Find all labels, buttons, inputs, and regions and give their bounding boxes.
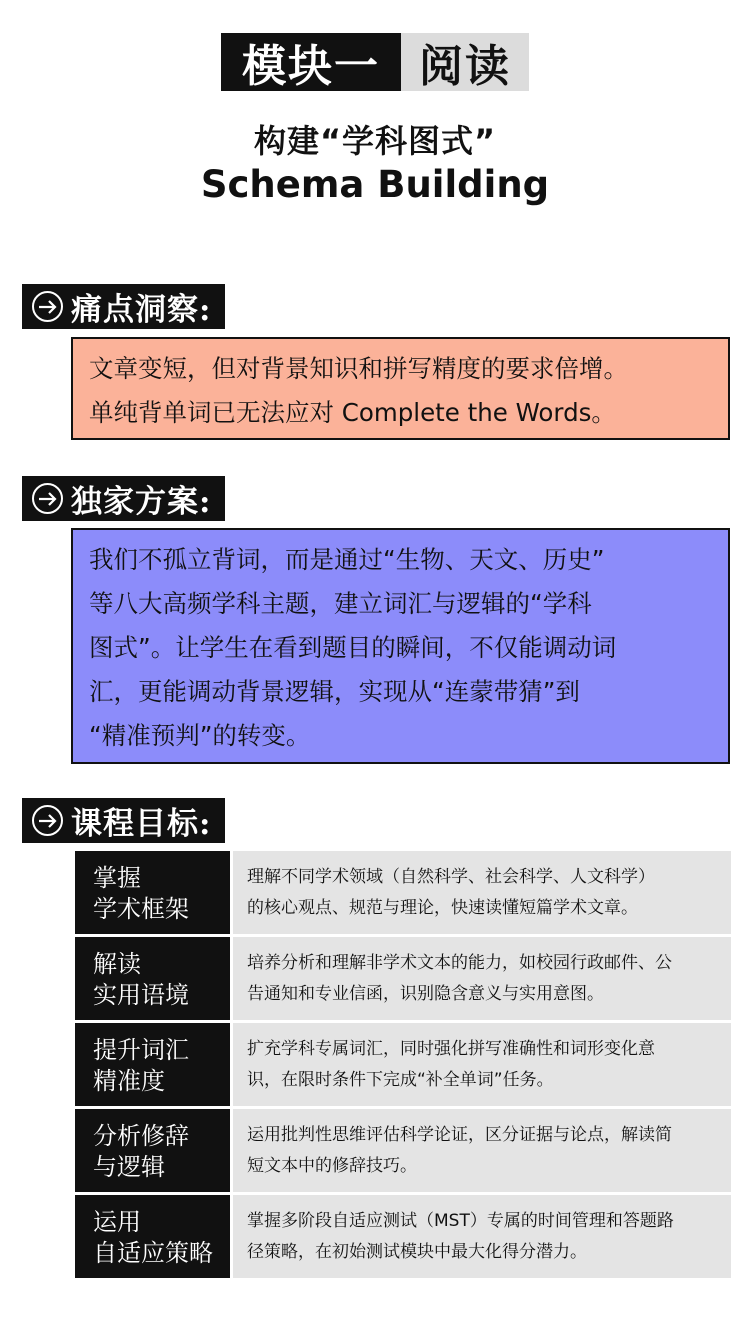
goal-key-line: 分析修辞 (93, 1122, 189, 1150)
goal-text-line: 培养分析和理解非学术文本的能力，如校园行政邮件、公 (247, 953, 672, 973)
solution-box (71, 528, 730, 764)
module-number: 模块一 (221, 33, 401, 91)
arrow-right-circle-icon (32, 291, 63, 322)
goal-row (75, 1195, 731, 1278)
goal-row (75, 1023, 731, 1106)
goal-row (75, 937, 731, 1020)
goal-key (75, 1109, 230, 1192)
goal-key (75, 1023, 230, 1106)
goals-table (75, 851, 731, 1281)
subtitle-chinese: 构建“学科图式” (253, 122, 497, 160)
pain-point-box (71, 337, 730, 440)
goal-text-line: 扩充学科专属词汇，同时强化拼写准确性和词形变化意 (247, 1039, 655, 1059)
arrow-right-circle-icon (32, 483, 63, 514)
section-title: 独家方案: (71, 484, 212, 520)
goal-key-line: 解读 (93, 950, 141, 978)
goal-key-line: 提升词汇 (93, 1036, 189, 1064)
goal-description (233, 851, 731, 934)
goal-text-line: 短文本中的修辞技巧。 (247, 1156, 417, 1176)
goal-description (233, 937, 731, 1020)
goal-key (75, 851, 230, 934)
goal-key-line: 学术框架 (93, 895, 189, 923)
goal-text-line: 径策略，在初始测试模块中最大化得分潜力。 (247, 1242, 587, 1262)
text-line: 图式”。让学生在看到题目的瞬间，不仅能调动词 (89, 633, 617, 662)
goal-text-line: 运用批判性思维评估科学论证，区分证据与论点，解读简 (247, 1125, 672, 1145)
section-header-goals (22, 798, 225, 843)
goal-key-line: 实用语境 (93, 981, 189, 1009)
arrow-right-circle-icon (32, 805, 63, 836)
section-header-pain (22, 284, 225, 329)
goal-key-line: 掌握 (93, 864, 141, 892)
text-line: 汇，更能调动背景逻辑，实现从“连蒙带猜”到 (89, 677, 580, 706)
goal-description (233, 1109, 731, 1192)
goal-description (233, 1195, 731, 1278)
goal-text-line: 理解不同学术领域（自然科学、社会科学、人文科学） (247, 867, 655, 887)
goal-text-line: 的核心观点、规范与理论，快速读懂短篇学术文章。 (247, 898, 638, 918)
subtitle-english: Schema Building (200, 163, 550, 206)
text-line: 文章变短，但对背景知识和拼写精度的要求倍增。 (89, 354, 628, 383)
goal-text-line: 掌握多阶段自适应测试（MST）专属的时间管理和答题路 (247, 1211, 674, 1231)
section-title: 痛点洞察: (71, 292, 212, 328)
goal-row (75, 851, 731, 934)
text-line: “精准预判”的转变。 (89, 721, 311, 750)
goal-key (75, 1195, 230, 1278)
goal-text-line: 告通知和专业信函，识别隐含意义与实用意图。 (247, 984, 604, 1004)
module-name: 阅读 (401, 33, 529, 91)
text-line: 单纯背单词已无法应对 Complete the Words。 (89, 398, 616, 427)
module-title (221, 33, 529, 91)
text-line: 等八大高频学科主题，建立词汇与逻辑的“学科 (89, 589, 592, 618)
goal-key-line: 精准度 (93, 1067, 165, 1095)
text-line: 我们不孤立背词，而是通过“生物、天文、历史” (89, 545, 605, 574)
section-header-solution (22, 476, 225, 521)
goal-row (75, 1109, 731, 1192)
goal-key-line: 自适应策略 (93, 1239, 213, 1267)
goal-text-line: 识，在限时条件下完成“补全单词”任务。 (247, 1070, 554, 1090)
goal-key (75, 937, 230, 1020)
goal-key-line: 与逻辑 (93, 1153, 165, 1181)
goal-key-line: 运用 (93, 1208, 141, 1236)
goal-description (233, 1023, 731, 1106)
section-title: 课程目标: (71, 806, 212, 842)
